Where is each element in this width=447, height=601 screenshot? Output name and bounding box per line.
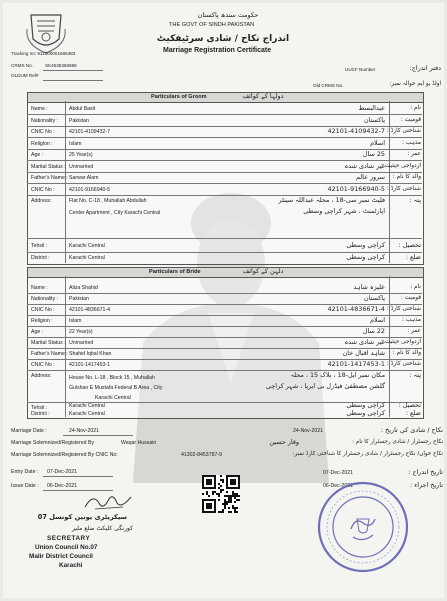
bride-row-label: Nationality : — [31, 296, 59, 302]
issue-date-value: 06-Dec-2021 — [47, 483, 77, 489]
groom-row-label: Religion : — [31, 140, 53, 147]
sindh-emblem-icon — [23, 9, 69, 55]
bride-row-urdu-value: پاکستان — [363, 294, 385, 302]
groom-tehsil-label: Tehsil : — [31, 243, 48, 249]
bride-address-label: Address: — [31, 373, 52, 379]
bride-row-label: Name : — [31, 285, 48, 291]
groom-row-value: 25 Year(s) — [69, 152, 93, 158]
marriage-date-urdu-value: 24-Nov-2021 — [293, 428, 323, 434]
bride-row-urdu-value: 42101-4836671-4 — [327, 305, 385, 313]
bride-row-value: Aliza Shahid — [69, 285, 98, 291]
tracking-number: Tracking no: 911000001665383 — [11, 51, 76, 56]
bride-row-urdu-label: شناختی کارڈ : — [386, 306, 421, 312]
stamp-english-line3: Malir District Council — [29, 553, 93, 560]
groom-header-urdu: دولہا کے کوائف — [242, 92, 284, 100]
bride-row-urdu-value: شاہد اقبال خان — [342, 349, 385, 357]
groom-row-urdu-value: 42101-4109432-7 — [327, 127, 385, 135]
qr-module — [230, 501, 232, 503]
qr-module — [220, 475, 222, 477]
qr-module — [234, 501, 236, 503]
groom-address-line1: Flat No. C-18 , Muhallah Abdullah — [69, 198, 147, 204]
bride-row-urdu-value: 42101-1417453-1 — [327, 360, 385, 368]
qr-module — [218, 495, 220, 497]
signature-icon — [83, 491, 133, 513]
groom-row-value: Sarwar Alam — [69, 175, 99, 181]
old-crms-label: Old CRMS No. — [313, 83, 344, 88]
qr-module — [208, 495, 210, 497]
groom-row-value: Pakistan — [69, 117, 89, 124]
bride-address-line2: Gulshan E Mustafa Federal B Area , City — [69, 385, 163, 391]
groom-row-urdu-label: قومیت : — [400, 116, 421, 123]
bride-row-urdu-label: والد کا نام : — [392, 350, 421, 356]
entry-date-value: 07-Dec-2021 — [47, 469, 77, 475]
qr-module — [222, 481, 224, 483]
groom-address-urdu-label: پتہ : — [409, 196, 421, 204]
groom-row-value: Islam — [69, 140, 82, 147]
bride-row-divider — [27, 315, 422, 316]
groom-tehsil-urdu-label: تحصیل : — [398, 241, 421, 249]
qr-module — [220, 485, 222, 487]
govt-title-urdu: حکومت سندھ پاکستان — [197, 11, 259, 19]
groom-address-line2: Center Apartment , City Karachi Central — [69, 210, 161, 216]
groom-tehsil-urdu: کراچی وسطی — [346, 241, 385, 249]
bride-row-label: Age : — [31, 329, 44, 335]
qr-module — [226, 491, 228, 493]
groom-row-urdu-label: والد کا نام : — [392, 174, 421, 180]
oldum-label: OLDUM Ref# — [11, 73, 39, 78]
bride-tehsil-urdu: کراچی وسطی — [346, 401, 385, 409]
marriage-date-label: Marriage Date : — [11, 428, 47, 434]
bride-row-urdu-value: غیر شادی شدہ — [344, 338, 385, 346]
bride-address-line3: Karachi Central — [95, 395, 131, 401]
solemnized-by-value: Waqar Hussain — [121, 440, 157, 446]
groom-row-label: Marital Status : — [31, 163, 66, 170]
bride-row-value: 42101-1417453-1 — [69, 362, 110, 368]
groom-row-label: Nationality : — [31, 117, 59, 124]
bride-section-header — [27, 267, 424, 278]
groom-section-header — [27, 92, 424, 103]
register-urdu-label: دفتر اندراج: — [409, 64, 441, 72]
groom-row-urdu-value: سرور عالم — [355, 173, 385, 181]
bride-tehsil-label: Tehsil : — [31, 405, 48, 411]
bride-row-value: Unmarried — [69, 340, 94, 346]
qr-module — [224, 507, 226, 509]
bride-row-label: CNIC No : — [31, 362, 55, 368]
groom-row-urdu-label: شناختی کارڈ : — [386, 185, 421, 192]
issue-date-urdu-label: تاریخ اجراء : — [410, 481, 443, 489]
groom-tehsil-value: Karachi Central — [69, 243, 105, 249]
bride-district-label: District : — [31, 411, 50, 417]
bride-row-value: Shahid Iqbal Khan — [69, 351, 112, 357]
groom-row-label: CNIC No : — [31, 186, 55, 193]
solemnized-by-urdu-value: وقار حسین — [269, 438, 299, 446]
bride-district-urdu-label: ضلع : — [405, 409, 421, 417]
qr-module — [230, 479, 236, 485]
bride-row-label: CNIC No : — [31, 307, 55, 313]
oldum-urdu-label: اولڈ یو ایم حوالہ نمبر: — [389, 81, 441, 87]
qr-module — [206, 503, 212, 509]
bride-district-urdu: کراچی وسطی — [346, 409, 385, 417]
bride-header-english: Particulars of Bride — [149, 269, 201, 275]
bride-address-urdu1: مکان نمبر ایل-18 ، بلاک 15 ، محلہ — [290, 371, 385, 379]
marriage-date-urdu-label: نکاح / شادی کی تاریخ : — [380, 426, 443, 434]
groom-row-urdu-label: عمر : — [407, 151, 421, 157]
groom-row-label: Father's Name : — [31, 175, 68, 181]
qr-module — [222, 511, 224, 513]
bride-row-divider — [27, 293, 422, 294]
bride-address-line1: House No. L-18 , Block 15 , Muhallah — [69, 375, 155, 381]
qr-module — [218, 499, 220, 501]
groom-address-urdu2: اپارٹمنٹ ، شہر کراچی وسطی — [303, 207, 385, 215]
stamp-urdu-line1: سیکریٹری یونین کونسل 07 — [37, 513, 127, 521]
qr-module — [226, 503, 228, 505]
qr-module — [222, 489, 224, 491]
solemnized-cnic-label: Marriage Solemnized/Registered By CNIC No: — [11, 452, 118, 458]
certificate-title-english: Marriage Registration Certificate — [163, 47, 272, 54]
groom-row-value: Unmarried — [69, 163, 94, 170]
groom-row-divider — [27, 183, 422, 184]
qr-module — [238, 499, 240, 501]
groom-district-value: Karachi Central — [69, 255, 105, 261]
qr-module — [220, 491, 222, 493]
bride-row-label: Religion : — [31, 318, 53, 324]
groom-district-label: District : — [31, 255, 50, 261]
groom-row-urdu-label: ازدواجی حیثیت : — [381, 162, 421, 169]
solemnized-by-label: Marriage Solemnized/Registered By — [11, 440, 95, 446]
qr-module — [202, 493, 204, 495]
stamp-english-line1: SECRETARY — [47, 535, 91, 542]
bride-row-value: Islam — [69, 318, 82, 324]
bride-address-urdu2: گلشن مصطفیٰ فیڈرل بی ایریا ، شہر کراچی — [266, 382, 385, 390]
solemnized-by-urdu-label: نکاح رجسٹرار / شادی رجسٹرار کا نام : — [352, 439, 443, 445]
bride-header-urdu: دلہن کے کوائف — [242, 267, 284, 275]
bride-row-urdu-label: نام : — [410, 284, 421, 290]
qr-module — [228, 507, 230, 509]
stamp-english-line2: Union Council No.07 — [35, 544, 98, 551]
bride-row-value: 42101-4836671-4 — [69, 307, 110, 313]
groom-district-urdu: کراچی وسطی — [346, 253, 385, 261]
groom-row-value: Abdul Basit — [69, 106, 96, 112]
groom-row-value: 42101-4109432-7 — [69, 129, 110, 135]
entry-date-urdu-value: 07-Dec-2021 — [323, 470, 353, 476]
groom-row-divider — [27, 160, 422, 161]
stamp-english-line4: Karachi — [59, 562, 83, 569]
bride-row-value: 22 Year(s) — [69, 329, 93, 335]
groom-address-urdu1: فلیٹ نمبر سی-18 ، محلہ عبداللہ سینٹر — [278, 196, 385, 204]
qr-module — [236, 507, 238, 509]
bride-district-value: Karachi Central — [69, 411, 105, 417]
bride-row-urdu-label: ازدواجی حیثیت : — [381, 339, 421, 345]
groom-row-urdu-label: شناختی کارڈ : — [386, 128, 421, 134]
bride-row-value: Pakistan — [69, 296, 89, 302]
uid-label: UUCF Number — [345, 67, 376, 72]
entry-date-label: Entry Date : — [11, 469, 39, 475]
qr-module — [236, 511, 238, 513]
bride-row-urdu-label: قومیت : — [400, 295, 421, 301]
crms-label: CRMS No. — [11, 63, 33, 68]
qr-module — [212, 493, 214, 495]
certificate-page — [3, 3, 444, 598]
solemnized-cnic-value: 41302-8453787-9 — [181, 452, 222, 458]
groom-row-urdu-value: اسلام — [370, 138, 385, 147]
groom-row-label: CNIC No : — [31, 129, 55, 135]
bride-row-urdu-label: عمر : — [407, 328, 421, 334]
solemnized-cnic-urdu-label: نکاح خواں/ نکاح رجسٹرار / شادی رجسٹرار کا شناختی کارڈ نمبر: — [292, 451, 443, 457]
marriage-date-value: 24-Nov-2021 — [69, 428, 99, 434]
bride-tehsil-urdu-label: تحصیل : — [398, 401, 421, 409]
groom-address-label: Address: — [31, 198, 52, 204]
groom-row-divider — [27, 137, 422, 138]
bride-row-label: Marital Status : — [31, 340, 66, 346]
groom-row-urdu-value: غیر شادی شدہ — [344, 161, 385, 170]
stamp-urdu-line2: کورنگی کلیکٹ ضلع ملیر — [71, 525, 133, 532]
qr-module — [230, 511, 232, 513]
groom-row-divider — [27, 114, 422, 115]
bride-row-label: Father's Name : — [31, 351, 68, 357]
bride-tehsil-value: Karachi Central — [69, 403, 105, 409]
issue-date-label: Issue Date : — [11, 483, 39, 489]
crms-value: SK4535356986 — [45, 63, 77, 68]
certificate-title-urdu: اندراج نکاح / شادی سرٹیفکیٹ — [156, 34, 290, 44]
groom-row-urdu-value: پاکستان — [363, 115, 385, 124]
groom-row-label: Name : — [31, 106, 48, 112]
bride-address-urdu-label: پتہ : — [409, 371, 421, 379]
groom-row-urdu-value: 25 سال — [362, 150, 385, 158]
entry-date-urdu-label: تاریخ اندراج : — [408, 468, 443, 476]
qr-code — [202, 475, 240, 513]
groom-header-english: Particulars of Groom — [151, 94, 207, 100]
bride-row-urdu-label: شناختی کارڈ : — [386, 361, 421, 367]
official-round-stamp-icon — [315, 479, 411, 575]
qr-module — [238, 495, 240, 497]
bride-row-urdu-value: علیزہ شاہد — [353, 283, 385, 291]
groom-district-urdu-label: ضلع : — [405, 253, 421, 261]
groom-row-label: Age : — [31, 152, 44, 158]
groom-row-urdu-label: نام : — [410, 105, 421, 111]
groom-row-urdu-label: مذہب : — [401, 139, 421, 146]
groom-row-urdu-value: عبدالبسط — [358, 104, 385, 112]
govt-title-english: THE GOVT OF SINDH PAKISTAN — [169, 22, 255, 28]
bride-row-urdu-label: مذہب : — [401, 317, 421, 323]
qr-module — [206, 479, 212, 485]
issue-date-urdu-value: 06-Dec-2021 — [323, 483, 353, 489]
groom-row-urdu-value: 42101-9166940-5 — [327, 184, 385, 193]
groom-row-value: 42101-9166940-5 — [69, 186, 110, 193]
bride-row-urdu-value: اسلام — [370, 316, 385, 324]
bride-row-urdu-value: 22 سال — [362, 327, 385, 335]
